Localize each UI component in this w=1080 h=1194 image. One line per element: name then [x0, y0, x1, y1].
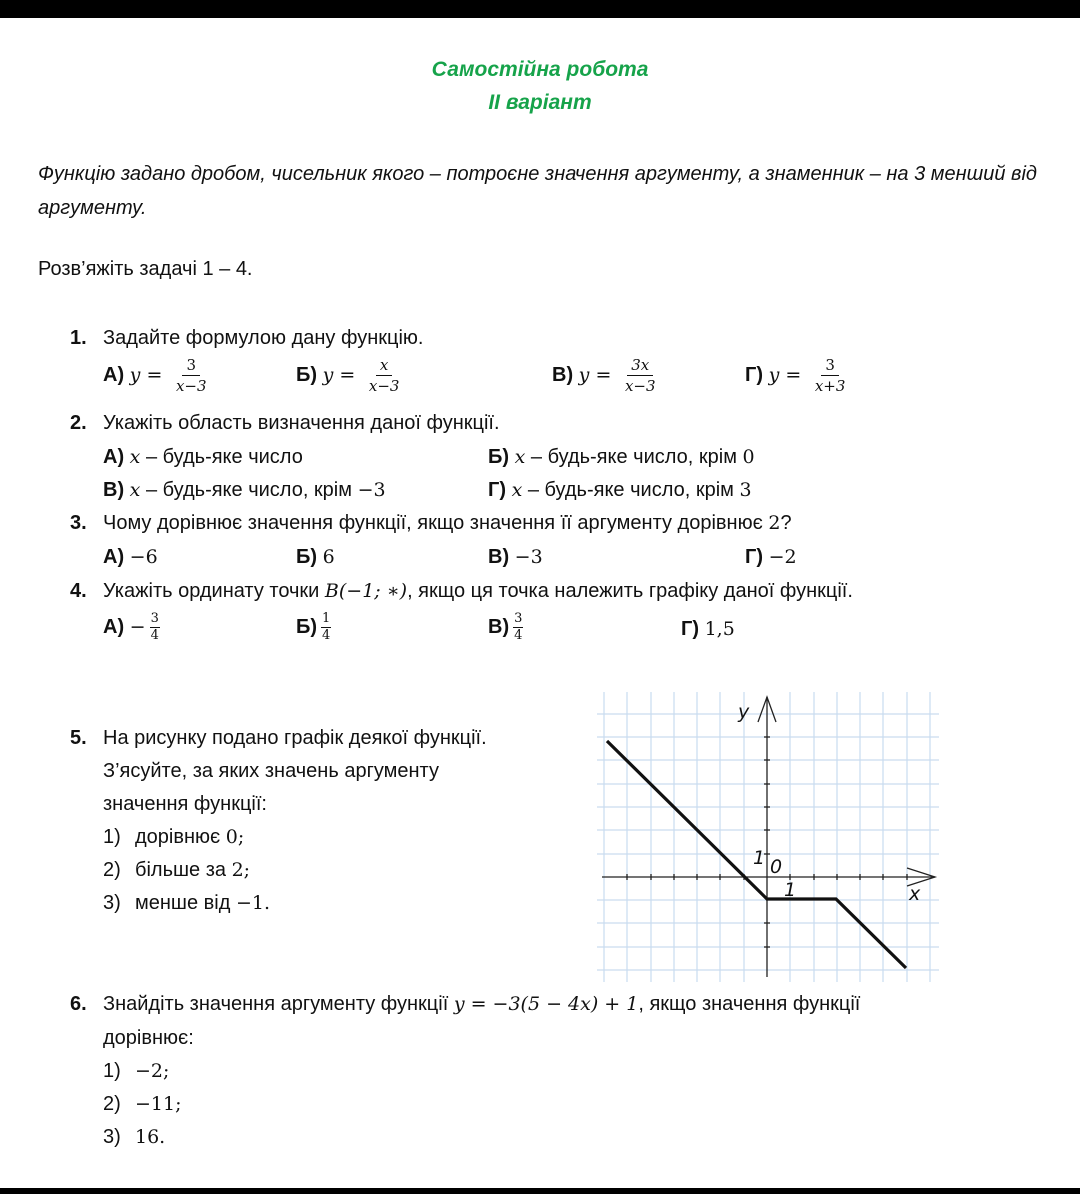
question-6: 6. Знайдіть значення аргументу функції y = −3(5 − 4x) + 1, якщо значення функції: [70, 993, 861, 1015]
q2-option-v[interactable]: В) x – будь-яке число, крім −3: [103, 479, 386, 501]
question-text: Задайте формулою дану функцію.: [103, 327, 424, 349]
instruction-text: Розв’яжіть задачі 1 – 4.: [38, 258, 253, 280]
question-5: 5. На рисунку подано графік деякої функції.: [70, 727, 487, 749]
q3-option-v[interactable]: В) −3: [488, 546, 543, 568]
bottom-black-bar: [0, 1188, 1080, 1194]
axes: [602, 697, 935, 977]
q3-option-g[interactable]: Г) −2: [745, 546, 797, 568]
y-axis-label: y: [738, 701, 750, 723]
fraction: $\frac{3}{x+3}$: [814, 356, 846, 395]
q6-item-3: 3) 16.: [103, 1126, 166, 1148]
question-number: 3.: [70, 512, 87, 534]
q4-option-a[interactable]: А) − $\frac{3}{4}$: [103, 611, 159, 643]
q5-item-2: 2) більше за 2;: [103, 859, 251, 881]
intro-text: Функцію задано дробом, чисельник якого – потроєне значення аргументу, а знаменник – на 3 менший від аргументу.: [38, 163, 1037, 219]
q3-option-a[interactable]: А) −6: [103, 546, 158, 568]
page-title: Самостійна робота: [431, 58, 649, 81]
question-4: 4. Укажіть ординату точки B(−1; ∗), якщо ця точка належить графіку даної функції.: [70, 580, 853, 602]
question-number: 6.: [70, 993, 87, 1015]
q1-option-v[interactable]: В) y = $\frac{3x}{x-3}$: [552, 357, 660, 394]
question-number: 2.: [70, 412, 87, 434]
question-3: 3. Чому дорівнює значення функції, якщо значення її аргументу дорівнює 2?: [70, 512, 792, 534]
q1-option-g[interactable]: Г) y = $\frac{3}{x+3}$: [745, 357, 849, 394]
q2-option-b[interactable]: Б) x – будь-яке число, крім 0: [488, 446, 755, 468]
q6-item-1: 1) −2;: [103, 1060, 170, 1082]
function-graph: [597, 692, 939, 982]
question-6-line-2: дорівнює:: [103, 1027, 194, 1049]
question-text: Укажіть область визначення даної функції.: [103, 412, 500, 434]
grid: [597, 692, 939, 982]
q4-option-b[interactable]: Б) $\frac{1}{4}$: [296, 611, 331, 643]
y-unit-label: 1: [753, 847, 766, 869]
fraction: $\frac{3}{4}$: [150, 611, 159, 643]
q1-option-a[interactable]: А) y = $\frac{3}{x-3}$: [103, 357, 211, 394]
top-black-bar: [0, 0, 1080, 18]
q2-option-a[interactable]: А) x – будь-яке число: [103, 446, 303, 468]
q1-option-b[interactable]: Б) y = $\frac{x}{x-3}$: [296, 357, 403, 394]
question-5-line-3: значення функції:: [103, 793, 267, 815]
question-2: [70, 412, 500, 435]
fraction: $\frac{3}{4}$: [514, 611, 523, 643]
q5-item-1: 1) дорівнює 0;: [103, 826, 245, 848]
q5-item-3: 3) менше від −1.: [103, 892, 270, 914]
question-number: 4.: [70, 580, 87, 602]
x-unit-label: 1: [784, 879, 797, 901]
question-number: 1.: [70, 327, 87, 349]
fraction: $\frac{1}{4}$: [322, 611, 331, 643]
q4-option-v[interactable]: В) $\frac{3}{4}$: [488, 611, 523, 643]
q6-item-2: 2) −11;: [103, 1093, 182, 1115]
question-number: 5.: [70, 727, 87, 749]
origin-label: 0: [770, 856, 783, 878]
fraction: $\frac{3x}{x-3}$: [624, 356, 656, 395]
q3-option-b[interactable]: Б) 6: [296, 546, 335, 568]
x-axis-label: x: [909, 883, 921, 905]
variant-subtitle: ІІ варіант: [488, 91, 592, 114]
fraction: $\frac{3}{x-3}$: [175, 356, 207, 395]
question-5-line-2: З’ясуйте, за яких значень аргументу: [103, 760, 439, 782]
question-1: [70, 327, 423, 350]
q4-option-g[interactable]: Г) 1,5: [681, 618, 735, 640]
fraction: $\frac{x}{x-3}$: [368, 356, 400, 395]
q2-option-g[interactable]: Г) x – будь-яке число, крім 3: [488, 479, 752, 501]
